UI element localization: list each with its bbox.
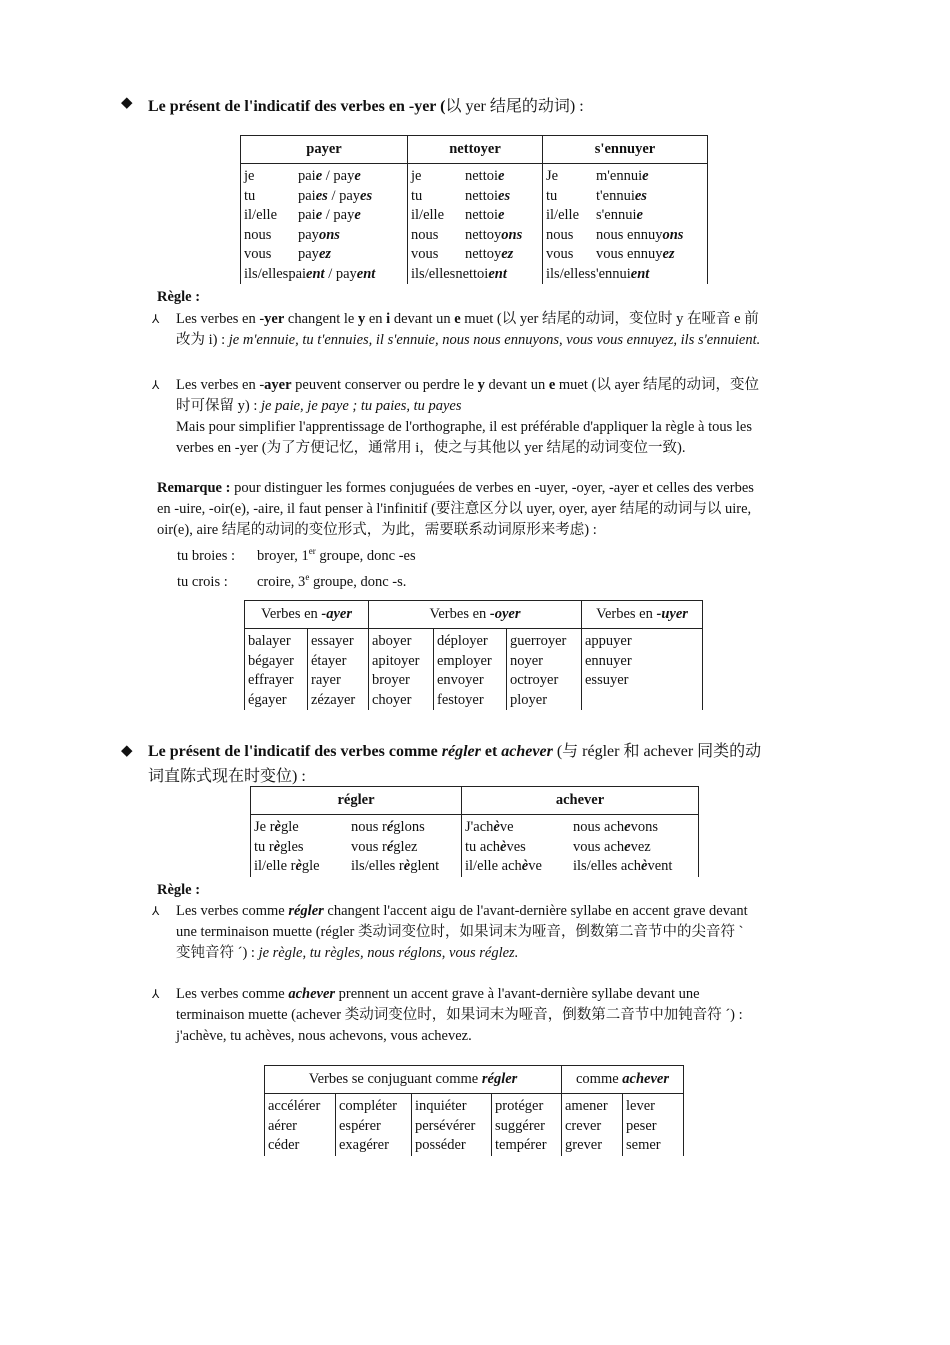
- ending: vent: [647, 858, 673, 874]
- conjugation-line: [244, 245, 404, 265]
- ending: e: [498, 168, 505, 184]
- header-ayer: Verbes en -ayer: [245, 601, 369, 629]
- conjugation-line: [411, 187, 539, 207]
- ending: glez: [393, 838, 418, 855]
- regle-label: Règle :: [157, 882, 201, 898]
- regle-label: Règle :: [157, 289, 201, 305]
- col-achever: [462, 815, 699, 877]
- verbs-col: lever peser semer: [623, 1094, 684, 1156]
- ending: e: [636, 207, 643, 223]
- form-left: [465, 838, 573, 858]
- pronoun: tu: [244, 187, 256, 204]
- alt-stem: / pay: [322, 207, 355, 223]
- accent-vowel: è: [403, 858, 411, 874]
- table-yer-conjugation: [240, 135, 708, 284]
- pronoun: vous: [546, 246, 574, 262]
- header-uyer: Verbes en -uyer: [582, 601, 703, 629]
- alt-stem: / pay: [322, 168, 355, 184]
- accent-vowel: è: [273, 838, 281, 855]
- ending: ons: [662, 226, 684, 243]
- verbs-col: compléter espérer exagérer: [336, 1094, 412, 1156]
- verbs-col: amener crever grever: [562, 1094, 623, 1156]
- accent-vowel: è: [274, 819, 281, 835]
- pronoun: ils/elles: [411, 265, 456, 282]
- header-achever: achever: [462, 787, 699, 815]
- form-left: [254, 838, 351, 858]
- ending: ez: [501, 246, 514, 262]
- stem: nettoi: [465, 187, 499, 204]
- ending: glent: [410, 858, 440, 874]
- ending: ons: [501, 226, 523, 243]
- ending: gle: [280, 819, 299, 835]
- section-title-yer: Le présent de l'indicatif des verbes en -yer (以 yer 结尾的动词) :: [148, 98, 584, 115]
- form-left: [254, 857, 351, 877]
- section-title-regler: Le présent de l'indicatif des verbes comme régler et achever (与 régler 和 achever 同类的动 词直陈式现在时变位) :: [148, 743, 762, 785]
- tent-bullet-icon: ⅄: [152, 312, 160, 326]
- alt-stem: / pay: [327, 187, 361, 204]
- header-oyer: Verbes en -oyer: [369, 601, 582, 629]
- stem: il/elle r: [254, 858, 296, 874]
- stem: pai: [298, 187, 316, 204]
- conjugation-line: [411, 206, 539, 226]
- stem: ils/elles ach: [573, 858, 642, 874]
- rule-yer: Les verbes en -yer changent le y en i devant un e muet (以 yer 结尾的动词，变位时 y 在哑音 e 前 改为 i) : je m'ennuie, tu t'ennuies, il s'ennuie, nous nous ennuyons, vous vous ennuyez, ils s'ennuient.: [176, 311, 761, 348]
- stem: il/elle ach: [465, 858, 522, 874]
- table-regler-achever-verbs: [264, 1065, 684, 1156]
- ending: gle: [301, 858, 320, 874]
- pronoun: ils/elles: [244, 265, 289, 282]
- ending: vons: [630, 819, 658, 835]
- ending: ent: [630, 265, 650, 282]
- pronoun: nous: [244, 226, 272, 243]
- conjugation-line: [254, 818, 458, 838]
- ending: e: [315, 207, 323, 223]
- header-like-achever: comme achever: [562, 1066, 684, 1094]
- accent-vowel: é: [386, 838, 394, 855]
- pronoun: je: [411, 168, 422, 184]
- stem: nettoi: [465, 207, 499, 223]
- stem: nettoy: [465, 246, 502, 262]
- alt-ending: e: [354, 207, 361, 223]
- verbs-col: guerroyer noyer octroyer ployer: [507, 629, 582, 711]
- header-sennuyer: s'ennuyer: [543, 136, 708, 164]
- ending: ves: [506, 838, 526, 855]
- stem: s'ennui: [590, 265, 631, 282]
- conjugation-line: [546, 245, 704, 265]
- accent-vowel: é: [386, 819, 394, 835]
- diamond-bullet-icon: ◆: [121, 95, 133, 111]
- stem: t'ennui: [596, 187, 635, 204]
- ending: ons: [318, 226, 340, 243]
- verbs-col: protéger suggérer tempérer: [492, 1094, 562, 1156]
- ending: e: [642, 168, 649, 184]
- alt-ending: es: [360, 187, 373, 204]
- stem: vous ach: [573, 838, 625, 855]
- alt-ending: e: [354, 168, 361, 184]
- ending: ent: [306, 265, 325, 282]
- diamond-bullet-icon: ◆: [121, 743, 133, 759]
- pronoun: il/elle: [411, 207, 445, 223]
- header-nettoyer: nettoyer: [408, 136, 543, 164]
- conjugation-line: [465, 857, 695, 877]
- header-like-regler: Verbes se conjuguant comme régler: [265, 1066, 562, 1094]
- ending: ve: [499, 819, 514, 835]
- ending: ve: [528, 858, 542, 874]
- table-yer-verbs: [244, 600, 703, 710]
- alt-stem: / pay: [324, 265, 357, 282]
- conjugation-line: [465, 838, 695, 858]
- rule-achever: Les verbes comme achever prennent un accent grave à l'avant-dernière syllabe devant une terminaison muette (achever 类动词变位时，如果词末为哑音，倒数第二音节中加钝音符 ˊ) : j'achève, tu achèves, nous achevons, vous achevez.: [176, 986, 743, 1044]
- accent-vowel: è: [493, 819, 500, 835]
- conjugation-line: [546, 265, 704, 285]
- pronoun: nous: [411, 226, 439, 243]
- col-ennuyer: [543, 164, 708, 285]
- ending: ent: [488, 265, 507, 282]
- verbs-col: balayer bégayer effrayer égayer: [245, 629, 308, 711]
- pronoun: Je: [546, 168, 559, 184]
- stem: pay: [298, 246, 319, 262]
- conjugation-line: [244, 265, 404, 285]
- table-regler-achever: [250, 786, 699, 877]
- verbs-col: appuyer ennuyer essuyer: [582, 629, 703, 711]
- stem: s'ennui: [596, 207, 637, 223]
- accent-vowel: è: [295, 858, 302, 874]
- accent-vowel: è: [641, 858, 648, 874]
- ending: gles: [280, 838, 304, 855]
- alt-ending: ent: [356, 265, 376, 282]
- conjugation-line: [411, 245, 539, 265]
- stem: pay: [298, 226, 319, 243]
- col-payer: [241, 164, 408, 285]
- conjugation-line: [465, 818, 695, 838]
- stem: m'ennui: [596, 168, 643, 184]
- ending: es: [634, 187, 647, 204]
- tent-bullet-icon: ⅄: [152, 987, 160, 1001]
- col-regler: [251, 815, 462, 877]
- stem: tu ach: [465, 838, 501, 855]
- verbs-col: inquiéter persévérer posséder: [412, 1094, 492, 1156]
- stem: nettoi: [465, 168, 499, 184]
- ending: ez: [662, 246, 675, 262]
- accent-vowel: e: [624, 819, 631, 835]
- ending: e: [498, 207, 505, 223]
- stem: nous r: [351, 819, 387, 835]
- pronoun: vous: [411, 246, 439, 262]
- pronoun: tu: [411, 187, 423, 204]
- stem: nettoi: [455, 265, 489, 282]
- conjugation-line: [244, 187, 404, 207]
- conjugation-line: [244, 206, 404, 226]
- verbs-col: aboyer apitoyer broyer choyer: [369, 629, 434, 711]
- header-regler: régler: [251, 787, 462, 815]
- conjugation-line: [546, 206, 704, 226]
- ending: vez: [630, 838, 651, 855]
- tent-bullet-icon: ⅄: [152, 378, 160, 392]
- ending: es: [498, 187, 511, 204]
- stem: nettoy: [465, 226, 502, 243]
- stem: pai: [298, 168, 316, 184]
- conjugation-line: [546, 226, 704, 246]
- verbs-col: déployer employer envoyer festoyer: [434, 629, 507, 711]
- pronoun: nous: [546, 226, 574, 243]
- conjugation-line: [411, 265, 539, 285]
- conjugation-line: [254, 838, 458, 858]
- conjugation-line: [411, 167, 539, 187]
- conjugation-line: [244, 226, 404, 246]
- form-left: [465, 818, 573, 838]
- ending: e: [315, 168, 323, 184]
- accent-vowel: è: [521, 858, 529, 874]
- rule-ayer: Les verbes en -ayer peuvent conserver ou perdre le y devant un e muet (以 ayer 结尾的动词，变位 时可保留 y) : je paie, je paye ; tu paies, tu payes Mais pour simplifier l'apprentissage de l'orthographe, il est préférable d'appliquer la règle à tous les verbes en -yer (为了方便记忆，通常用 i，使之与其他以 yer 结尾的动词变位一致).: [176, 377, 760, 456]
- remarque-examples: tu broies : broyer, 1er groupe, donc -es tu crois : croire, 3e groupe, donc -s.: [177, 546, 416, 590]
- stem: vous r: [351, 838, 387, 855]
- verbs-col: essayer étayer rayer zézayer: [308, 629, 369, 711]
- conjugation-line: [254, 857, 458, 877]
- stem: vous ennuy: [596, 246, 663, 262]
- pronoun: il/elle: [244, 207, 278, 223]
- pronoun: je: [244, 168, 255, 184]
- ending: ez: [318, 246, 332, 262]
- rule-regler: Les verbes comme régler changent l'accent aigu de l'avant-dernière syllabe en accent grave devant une terminaison muette (régler 类动词变位时，如果词末为哑音，倒数第二音节中的尖音符 ˋ 变钝音符 ˊ) : je règle, tu règles, nous réglons, vous réglez.: [176, 903, 748, 961]
- conjugation-line: [244, 167, 404, 187]
- remarque-paragraph: Remarque : pour distinguer les formes conjuguées de verbes en -uyer, -oyer, -ayer et celles des verbes en -uire, -oir(e), -aire, il faut penser à l'infinitif (要注意区分以 uyer, oyer, ayer 结尾的动词与以 uire, oir(e), aire 结尾的动词的变位形式，为此，需要联系动词原形来考虑) :: [157, 480, 754, 538]
- form-left: [254, 818, 351, 838]
- ending: es: [315, 187, 328, 204]
- pronoun: ils/elles: [546, 265, 591, 282]
- stem: tu r: [254, 838, 274, 855]
- stem: pai: [298, 207, 316, 223]
- verbs-col: accélérer aérer céder: [265, 1094, 336, 1156]
- conjugation-line: [411, 226, 539, 246]
- ending: glons: [393, 819, 425, 835]
- header-payer: payer: [241, 136, 408, 164]
- conjugation-line: [546, 187, 704, 207]
- conjugation-line: [546, 167, 704, 187]
- stem: nous ennuy: [596, 226, 663, 243]
- pronoun: il/elle: [546, 207, 580, 223]
- tent-bullet-icon: ⅄: [152, 904, 160, 918]
- stem: J'ach: [465, 819, 494, 835]
- col-nettoyer: [408, 164, 543, 285]
- accent-vowel: e: [624, 838, 631, 855]
- pronoun: tu: [546, 187, 558, 204]
- stem: ils/elles r: [351, 858, 404, 874]
- stem: pai: [288, 265, 307, 282]
- stem: nous ach: [573, 819, 625, 835]
- accent-vowel: è: [500, 838, 507, 855]
- form-left: [465, 857, 573, 877]
- stem: Je r: [254, 819, 275, 835]
- pronoun: vous: [244, 246, 272, 262]
